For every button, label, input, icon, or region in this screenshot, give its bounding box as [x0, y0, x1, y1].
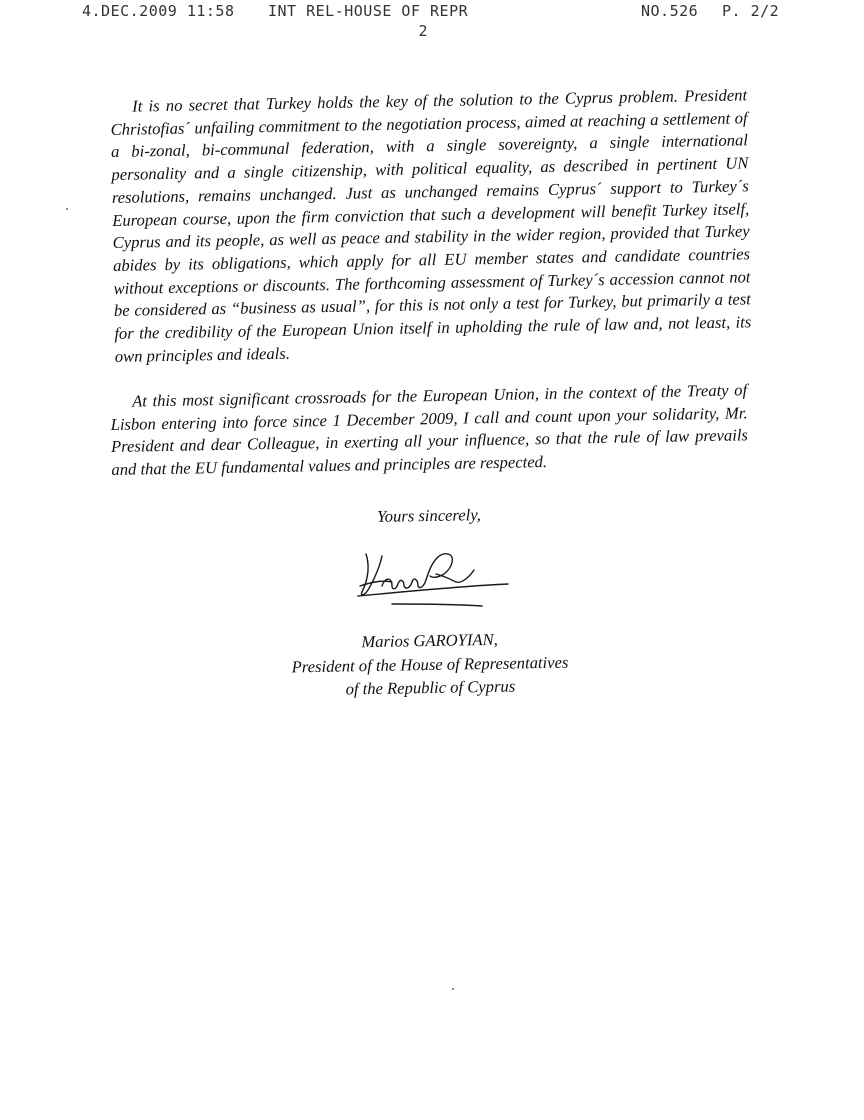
fax-page: P. 2/2	[722, 2, 780, 20]
scan-speck	[66, 208, 68, 210]
paragraph-lisbon-treaty: At this most significant crossroads for the European Union, in the context of the Treaty of Lisbon entering into force since 1 December 2009, I call and count upon your solidarity, Mr. President and dear Colleague, in exerting all your influence, so that the rule of law prevails and that the EU fundamental values and principles are respected.	[110, 380, 749, 480]
scan-speck	[452, 988, 454, 990]
page-number: 2	[418, 22, 428, 40]
signatory-organization: of the Republic of Cyprus	[345, 676, 516, 699]
fax-header	[0, 2, 864, 24]
fax-date-time: 4.DEC.2009 11:58	[82, 2, 235, 20]
signatory-name: Marios GAROYIAN,	[361, 629, 498, 652]
handwritten-signature	[352, 546, 512, 610]
fax-number: NO.526	[641, 2, 699, 20]
signatory-title: President of the House of Representatives	[291, 652, 569, 676]
fax-sender: INT REL-HOUSE OF REPR	[268, 2, 469, 20]
paragraph-turkey-cyprus: It is no secret that Turkey holds the key of the solution to the Cyprus problem. President Christofias´ unfailing commitment to the negotiation process, aimed at reaching a settlement of a bi-zonal, bi-communal federation, with a single sovereignty, a single international personality and a single citizenship, with political equality, as described in pertinent UN resolutions, remains unchanged. Just as unchanged remains Cyprus´ support to Turkey´s European course, upon the firm conviction that such a development will benefit Turkey itself, Cyprus and its people, as well as peace and stability in the wider region, provided that Turkey abides by its obligations, which apply for all EU member states and candidate countries without exceptions or discounts. The forthcoming assessment of Turkey´s accession cannot not be considered as “business as usual”, for this is not only a test for Turkey, but primarily a test for the credibility of the European Union itself in upholding the rule of law and, not least, its own principles and ideals.	[110, 85, 752, 366]
signature-block	[259, 626, 600, 702]
closing-salutation: Yours sincerely,	[376, 505, 482, 526]
